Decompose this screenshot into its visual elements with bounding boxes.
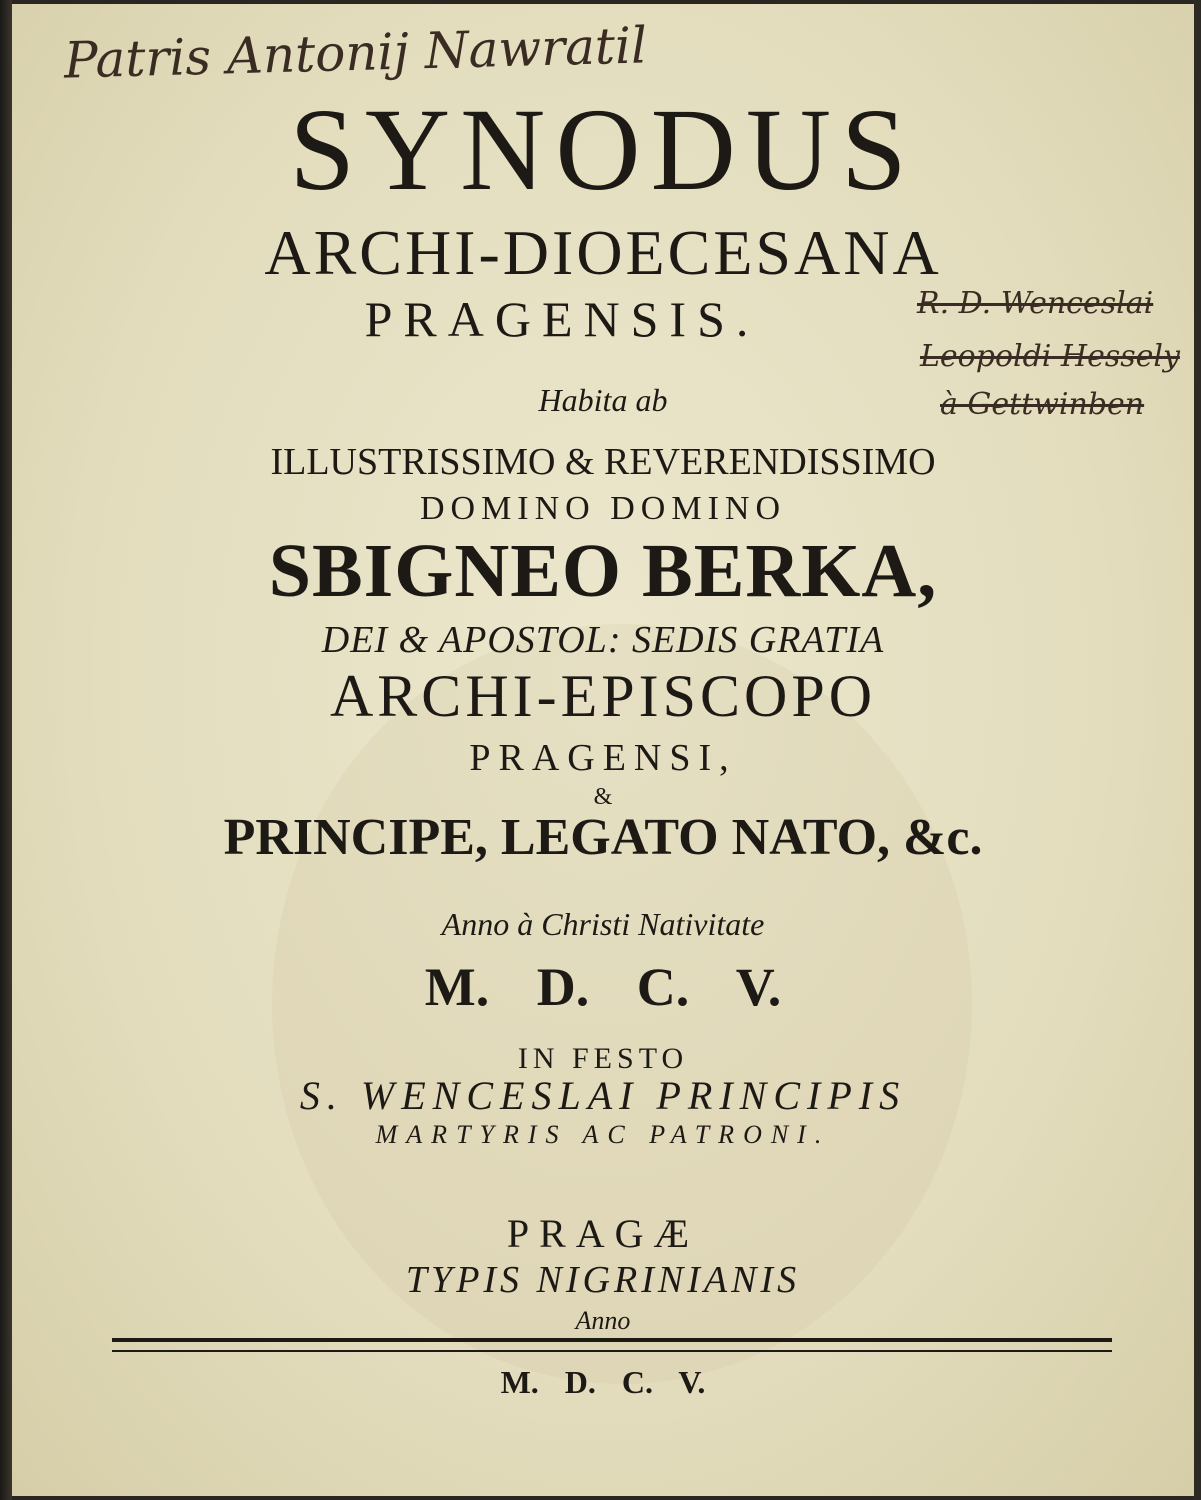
habita-ab: Habita ab: [538, 382, 668, 418]
book-spine-edge: [0, 0, 12, 1500]
page-edge-right: [1193, 0, 1201, 1500]
handwritten-margin-line-2: Leopoldi Hessely: [920, 339, 1180, 374]
year-roman: M. D. C. V.: [424, 957, 782, 1017]
title-line-2: ARCHI-DIOECESANA: [264, 217, 942, 288]
illustrissimo-line: ILLUSTRISSIMO & REVERENDISSIMO: [270, 441, 936, 483]
pragae-line: PRAGÆ: [506, 1211, 700, 1256]
pragensi-line: PRAGENSI,: [469, 737, 737, 779]
typis-line: TYPIS NIGRINIANIS: [405, 1259, 801, 1301]
dei-gratia-line: DEI & APOSTOL: SEDIS GRATIA: [321, 619, 885, 661]
handwritten-owner-inscription: Patris Antonij Nawratil: [63, 16, 648, 90]
imprint-rule-top: [112, 1338, 1112, 1342]
archbishop-name: SBIGNEO BERKA,: [268, 529, 938, 613]
imprint-rule-bottom: [112, 1350, 1112, 1352]
anno-christi-line: Anno à Christi Nativitate: [441, 906, 765, 942]
anno-line: Anno: [575, 1306, 631, 1335]
wenceslai-line: S. WENCESLAI PRINCIPIS: [299, 1073, 907, 1118]
ampersand: &: [593, 784, 613, 810]
domino-line: DOMINO DOMINO: [419, 490, 787, 527]
archi-episcopo-line: ARCHI-EPISCOPO: [329, 663, 877, 729]
handwritten-margin-line-1: R. D. Wenceslai: [917, 286, 1154, 321]
martyris-line: MARTYRIS AC PATRONI.: [375, 1120, 831, 1149]
title-main: SYNODUS: [289, 84, 917, 215]
title-line-3: PRAGENSIS.: [364, 291, 760, 347]
principe-line: PRINCIPE, LEGATO NATO, &c.: [223, 809, 983, 866]
title-page: [12, 4, 1194, 1496]
in-festo-line: IN FESTO: [517, 1042, 689, 1075]
imprint-year: M. D. C. V.: [500, 1364, 706, 1400]
handwritten-margin-line-3: à Gettwinben: [940, 387, 1145, 422]
